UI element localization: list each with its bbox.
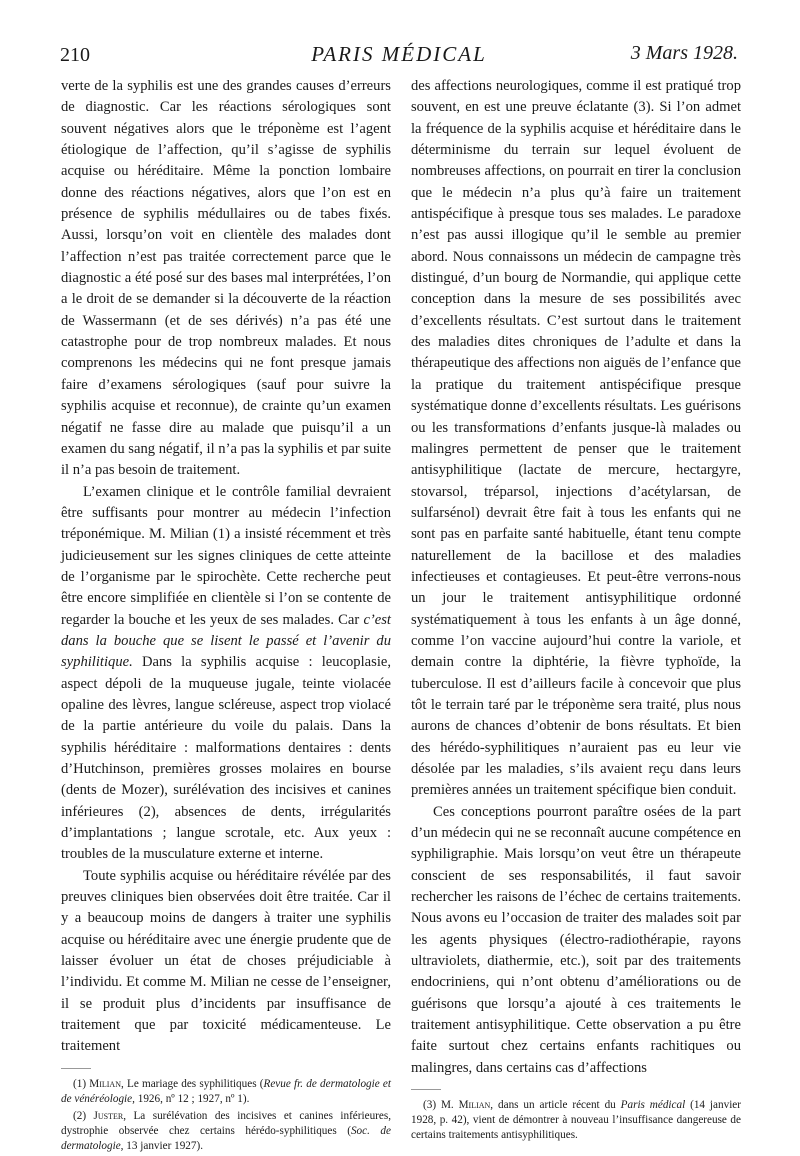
- footnote-text: 13 janvier 1927).: [123, 1139, 204, 1152]
- footnote-author: M. Milian,: [440, 1099, 494, 1112]
- footnote-author: Milian,: [89, 1077, 124, 1090]
- paragraph: Toute syphilis acquise ou héréditaire révélée par des preuves cliniques bien observées doit être traitée. Car il y a beaucoup moins de dangers à traiter une syphilis acquise ou héréditaire avec une énergie prudente que de laisser évoluer un état de choses préjudiciable à l’individu. Et comme M. Milian ne cesse de l’enseigner, il se produit plus d’incidents par insuffisance de traitement que par toxicité médicamenteuse. Le traitement: [61, 867, 391, 1055]
- footnote-text: La surélévation des incisives et canines inférieures, dystrophie observée chez certains hérédo-syphilitiques (: [61, 1109, 392, 1137]
- paragraph-text: L’examen clinique et le contrôle familial devraient être suffisants pour montrer au médecin l’infection tréponémique. M. Milian (1) a insisté récemment et très judicieusement sur les signes cliniques de cette atteinte de l’organisme par le spirochète. Cette recherche peut être encore simplifiée en clientèle si l’on se contente de regarder la bouche et les yeux de ses malades. Car: [61, 483, 391, 628]
- issue-date: 3 Mars 1928.: [630, 42, 738, 64]
- footnotes: [411, 1098, 741, 1143]
- italic-quote: c’est dans la bouche que se lisent le passé et l’avenir du syphilitique.: [61, 611, 391, 671]
- footnote-number: (1): [73, 1077, 87, 1090]
- paragraph: [61, 482, 391, 866]
- left-column: [61, 76, 391, 1156]
- footnote-rule: [61, 1068, 91, 1069]
- footnotes: [61, 1077, 391, 1154]
- footnote-source: Soc. de dermatologie,: [61, 1124, 391, 1152]
- footnote: [61, 1109, 391, 1154]
- footnote-source: Revue fr. de dermatologie et de vénéréologie,: [61, 1077, 391, 1105]
- paragraph-text: Dans la syphilis acquise : leucoplasie, aspect dépoli de la muqueuse jugale, teinte violacée opaline des lèvres, langue scléreuse, aspect trop violacé de la partie antérieure du voile du palais. Dans la syphilis héréditaire : malformations dentaires : dents d’Hutchinson, premières grosses molaires en bourse (dents de Mozer), surélévation des incisives et canines inférieures (2), absences de dents, irrégularités d’implantations ; langue scrotale, etc. Aux yeux : troubles de la musculature externe et interne.: [61, 654, 391, 863]
- paragraph: verte de la syphilis est une des grandes causes d’erreurs de diagnostic. Car les réactions sérologiques sont souvent négatives alors que le tréponème est l’agent étiologique de l’affection, qu’il s’agisse de syphilis acquise ou héréditaire. Même la ponction lombaire donne des réactions négatives, alors que l’on est en présence de syphilis médullaires ou de tabes fixés. Aussi, lorsqu’on voit en clientèle des malades dont l’affection n’est pas traitée correctement parce que le diagnostic a été posé sur des bases mal interprétées, l’on a le droit de se demander si la découverte de la réaction de Wassermann (et de ses dérivés) n’a pas été une catastrophe pour de trop nombreux malades. Et nous comprenons les médecins qui ne font presque jamais faire d’examens sérologiques (sauf pour suivre la syphilis acquise et reconnue), de crainte qu’un examen négatif ne fasse dire au malade que puisqu’il a un examen du sang négatif, il n’a pas la syphilis et par suite il n’a pas besoin de traitement.: [61, 78, 391, 479]
- footnote-text: 1926, nº 12 ; 1927, nº 1).: [134, 1092, 250, 1105]
- right-column: [411, 76, 741, 1145]
- footnote-number: (2): [73, 1109, 87, 1122]
- footnote-author: Juster,: [93, 1109, 127, 1122]
- paragraph: Ces conceptions pourront paraître osées de la part d’un médecin qui ne se reconnaît aucune compétence en syphiligraphie. Mais lorsqu’on veut être un thérapeute conscient de ses responsabilités, il faut savoir rechercher les raisons de l’échec de certains traitements. Nous avons eu l’occasion de traiter des malades soit par les agents physiques (électro-radiothérapie, rayons ultraviolets, diathermie, etc.), soit par des traitements endocriniens, qui n’ont obtenu d’améliorations ou de guérisons que lorsqu’a ajouté à ces traitements le traitement antisyphilitique. Cette observation a pu être faite surtout chez certains enfants rachitiques ou malingres, dans certains cas d’affections: [411, 803, 741, 1076]
- footnote: [61, 1077, 391, 1107]
- journal-title: PARIS MÉDICAL: [311, 42, 487, 66]
- footnote-rule: [411, 1089, 441, 1090]
- paragraph: des affections neurologiques, comme il est pratiqué trop souvent, en est une preuve éclatante (3). Si l’on admet la fréquence de la syphilis acquise et héréditaire dans le déterminisme du terrain sur lequel évoluent de nombreuses affections, on pourrait en tirer la conclusion que le médecin n’a plus qu’à faire un traitement antispécifique à presque tous ses malades. Le paradoxe n’est pas aussi illogique qu’il le semble au premier abord. Nous connaissons un médecin de campagne très distingué, d’un bourg de Normandie, qui applique cette conception dans la mesure de ses possibilités avec d’excellents résultats. C’est surtout dans le traitement des maladies dites chroniques de l’adulte et dans la thérapeutique des affections non aiguës de l’enfance que la pratique du traitement antispécifique presque systématique donne d’excellents résultats. Les guérisons ou les transformations d’enfants jusque-là malades ou malingres permettent de penser que le traitement antisyphilitique (lactate de mercure, hectargyre, stovarsol, tréparsol, injections d’acétylarsan, de sulfarsénol) devrait être fait à tous les enfants qui ne sont pas en parfaite santé habituelle, étant tenu compte naturellement de la bacillose et des maladies infectieuses et contagieuses. Et peut-être verrons-nous un jour le traitement antisyphilitique ordonné systématiquement à tous les enfants à un âge donné, comme l’on vaccine aujourd’hui contre la variole, et demain contre la diphtérie, la fièvre typhoïde, la tuberculose. Il est d’ailleurs facile à concevoir que plus tôt le terrain taré par le tréponème sera traité, plus nous aurons de chances d’obtenir de bons résultats. Et bien des hérédo-syphilitiques n’auraient pas eu leur vie désolée par les maladies, s’ils avaient reçu dans leurs premières années un traitement spécifique bien conduit.: [411, 78, 741, 799]
- footnote-journal: Paris médical: [620, 1099, 686, 1112]
- page-number: 210: [60, 44, 90, 66]
- page-header: [60, 40, 738, 70]
- footnote-text: (14 janvier 1928, p. 42), vient de démontrer à nouveau l’insuffisance dangereuse de certains traitements antisyphilitiques.: [411, 1099, 741, 1142]
- footnote-number: (3): [423, 1099, 437, 1112]
- footnote: [411, 1098, 741, 1143]
- footnote-text: Le mariage des syphilitiques (: [123, 1077, 264, 1090]
- footnote-text: dans un article récent du: [493, 1099, 621, 1112]
